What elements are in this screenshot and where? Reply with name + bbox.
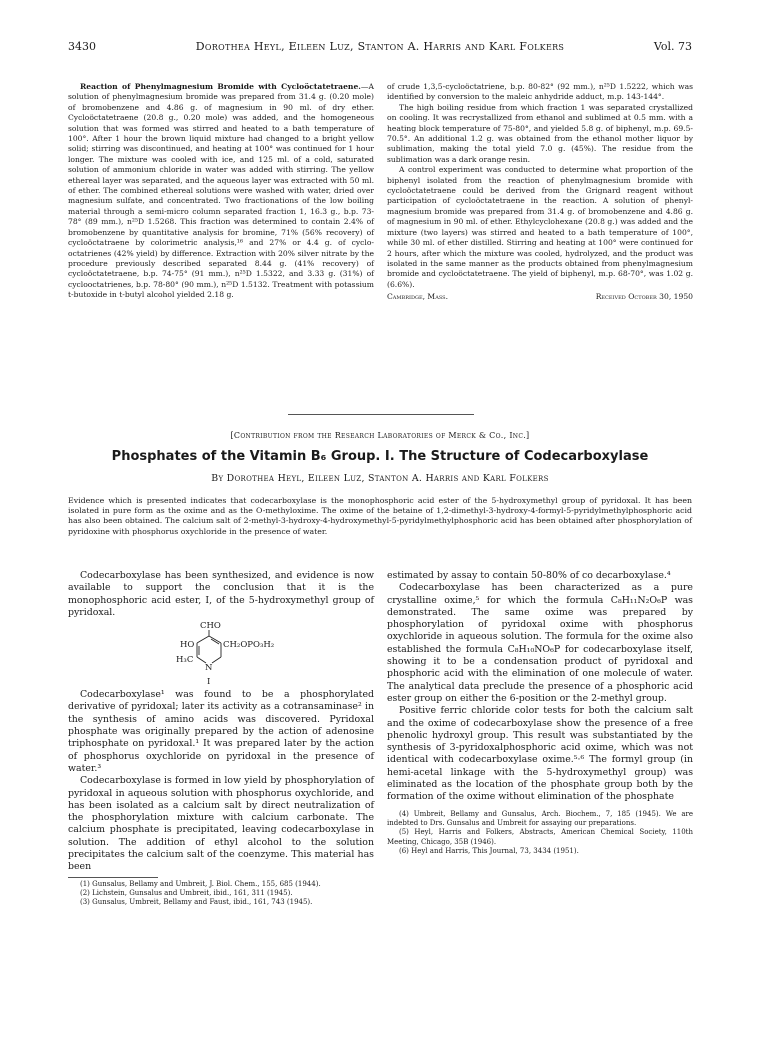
paragraph-text: —A solution of phenylmagnesium bromide was prepared from 31.4 g. (0.20 mole) of bromobenzene and 4.86 g. of magnesium in 90 ml. of dry ether. Cycloöctatetraene (20.8 g., 0.20 mole) was added, and the homogeneous solution that was formed was stirred and heated to a bath temperature of 100°. After 1 hour the brown liquid mixture had changed to a bright yellow solid; stirring was discontinued, and heating at 100° was continued for 1 hour longer. The mixture was cooled with ice, and 125 ml. of a cold, saturated solution of ammonium chloride in water was added with stirring. The yellow ethereal layer was separated, and the aqueous layer was extracted with 50 ml. of ether. The combined ethereal solutions were washed with water, dried over magnesium sulfate, and concentrated. Two fractionations of the low boiling material through a semi-micro column separated fraction 1, 16.3 g., b.p. 73-78° (89 mm.), n²⁵D 1.5268. This fraction was determined to contain 2.4% of bromobenzene by quantitative analysis for bromine, 71% (56% recovery) of cycloöctatraene by colorimetric analysis,¹⁶ and 27% or 4.4 g. of cyclooctatrienes (42% yield) by difference. Extraction with 20% silver nitrate by the procedure previously described separated 8.44 g. (41% recovery) of cycloöctatetraene, b.p. 74-75° (91 mm.), n²⁵D 1.5322, and 3.33 g. (31%) of cyclooctatrienes, b.p. 78-80° (90 mm.), n²⁵D 1.5132. Treatment with potassium t-butoxide in t-butyl alcohol yielded 2.18 g.	[68, 82, 374, 300]
pyridine-ring-structure	[68, 619, 374, 689]
side-chain-label: CH₂OPO₃H₂	[223, 640, 275, 651]
body-paragraph: Codecarboxylase¹ was found to be a phosphorylated derivative of pyridoxal; later its activity as a cotransaminase² in the synthesis of amino acids was discovered. Pyridoxal phosphate was originally prepared by the action of adenosine triphosphate on pyridoxal.¹ It was prepared later by the action of phosphorus oxychloride on pyridoxal in the presence of water.³	[68, 689, 374, 774]
footnotes-left	[68, 880, 374, 908]
cho-label: CHO	[200, 621, 221, 632]
footnote-rule	[68, 877, 158, 878]
place-received-row	[387, 292, 693, 304]
footnote: (6) Heyl and Harris, This Journal, 73, 3434 (1951).	[399, 847, 579, 856]
prev-paragraph: The high boiling residue from which fraction 1 was separated crystallized on cooling. It was recrystallized from ethanol and sublimed at 0.5 mm. with a heating block temperature of 75-80°, and yielded 5.8 g. of biphenyl, m.p. 69.5-70.5°. An additional 1.2 g. was obtained from the ethanol mother liquor by sublimation, making the total yield 7.0 g. (45%). The residue from the sublimation was a dark orange resin.	[387, 102, 693, 164]
intro-paragraph: Codecarboxylase has been synthesized, and evidence is now available to support the conclusion that it is the monophosphoric acid ester, I, of the 5-hydroxymethyl group of pyridoxal.	[68, 570, 374, 618]
paragraph-lead: Reaction of Phenylmagnesium Bromide with Cycloöctatetraene.	[80, 82, 361, 91]
section-divider	[288, 414, 474, 415]
footnote: (3) Gunsalus, Umbreit, Bellamy and Faust, ibid., 161, 743 (1945).	[80, 898, 313, 907]
article-right-column	[387, 570, 693, 857]
footnotes-right	[387, 810, 693, 857]
volume-label: Vol. 73	[653, 40, 692, 53]
contribution-line: [Contribution from the Research Laboratories of Merck & Co., Inc.]	[230, 431, 530, 440]
structure-number: I	[207, 677, 211, 688]
body-paragraph: Codecarboxylase is formed in low yield by phosphorylation of pyridoxal in aqueous solution with phosphorus oxychloride, and has been isolated as a calcium salt by direct neutralization of the phosphorylation mixture with calcium carbonate. The calcium phosphate is precipitated, leaving codecarboxylase in solution. The addition of ethyl alcohol to the solution precipitates the calcium salt of the coenzyme. This material has been	[68, 775, 374, 873]
page-number: 3430	[68, 40, 96, 53]
ho-label: HO	[180, 640, 195, 651]
footnote: (4) Umbreit, Bellamy and Gunsalus, Arch. Biochem., 7, 185 (1945). We are indebted to Drs. Gunsalus and Umbreit for assaying our preparations.	[387, 809, 693, 828]
abstract: Evidence which is presented indicates that codecarboxylase is the monophosphoric acid ester of the 5-hydroxymethyl group of pyridoxal. It has been isolated in pure form as the oxime and as the O-methyloxime. The oxime of the betaine of 1,2-dimethyl-3-hydroxy-4-formyl-5-pyridylmethylphosphoric acid has also been obtained. The calcium salt of 2-methyl-3-hydroxy-4-hydroxymethyl-5-pyridylmethylphosphoric acid has been obtained after phosphorylation of pyridoxine with phosphorus oxychloride in the presence of water.	[68, 496, 692, 536]
article-left-column	[68, 570, 374, 908]
prev-paragraph: of crude 1,3,5-cycloöctatriene, b.p. 80-82° (92 mm.), n²⁵D 1.5222, which was identified by conversion to the maleic anhydride adduct, m.p. 143-144°.	[387, 82, 693, 102]
body-paragraph: estimated by assay to contain 50-80% of co decarboxylase.⁴	[387, 570, 671, 581]
footnote: (2) Lichstein, Gunsalus and Umbreit, ibid., 161, 311 (1945).	[80, 889, 293, 898]
running-head	[68, 40, 692, 56]
footnote: (5) Heyl, Harris and Folkers, Abstracts, American Chemical Society, 110th Meeting, Chicago, 35B (1946).	[387, 828, 693, 846]
nitrogen-label: N	[205, 663, 213, 674]
received-date: Received October 30, 1950	[595, 292, 693, 302]
body-paragraph: Positive ferric chloride color tests for both the calcium salt and the oxime of codecarboxylase show the presence of a free phenolic hydroxyl group. This result was substantiated by the synthesis of 3-pyridoxalphosphoric acid oxime, which was not identical with codecarboxylase oxime.⁵·⁶ The formyl group (in hemi-acetal linkage with the 5-hydroxymethyl group) was eliminated as the location of the phosphate group both by the formation of the oxime without elimination of the phosphate	[387, 705, 693, 803]
body-paragraph: Codecarboxylase has been characterized as a pure crystalline oxime,⁵ for which the formula C₈H₁₁N₂O₆P was demonstrated. The same oxime was prepared by phosphorylation of pyridoxal oxime with phosphorus oxychloride in aqueous solution. The formula for the oxime also established the formula C₈H₁₀NO₆P for codecarboxylase itself, showing it to be a condensation product of pyridoxal and phosphoric acid with the elimination of one molecule of water. The analytical data preclude the presence of a phosphoric acid ester group on either the 6-position or the 2-methyl group.	[387, 582, 693, 704]
prev-article-left-column	[68, 82, 374, 301]
byline: By Dorothea Heyl, Eileen Luz, Stanton A. Harris and Karl Folkers	[211, 473, 549, 484]
prev-paragraph: A control experiment was conducted to determine what proportion of the biphenyl isolated from the reaction of phenylmagnesium bromide with cycloöctatetraene could be derived from the Grignard reagent without participation of cycloöctatetraene in the reaction. A solution of phenylmagnesium bromide was prepared from 31.4 g. of bromobenzene and 4.86 g. of magnesium in 90 ml. of ether. Ethylcyclohexane (20.8 g.) was added and the mixture (two layers) was stirred and heated to a bath temperature of 100°, while 30 ml. of ether distilled. Stirring and heating at 100° were continued for 2 hours, after which the mixture was cooled, hydrolyzed, and the product was isolated in the same manner as the products obtained from phenylmagnesium bromide and cycloöctatetraene. The yield of biphenyl, m.p. 68-70°, was 1.02 g. (6.6%).	[387, 165, 693, 289]
prev-paragraph	[68, 82, 374, 301]
place: Cambridge, Mass.	[387, 292, 448, 302]
article-title: Phosphates of the Vitamin B₆ Group. I. The Structure of Codecarboxylase	[111, 449, 649, 464]
prev-article-right-column	[387, 82, 693, 304]
methyl-label: H₃C	[176, 655, 194, 666]
structure-formula-I	[68, 619, 374, 689]
running-head-authors: Dorothea Heyl, Eileen Luz, Stanton A. Harris and Karl Folkers	[195, 40, 565, 53]
footnote: (1) Gunsalus, Bellamy and Umbreit, J. Biol. Chem., 155, 685 (1944).	[80, 879, 321, 888]
